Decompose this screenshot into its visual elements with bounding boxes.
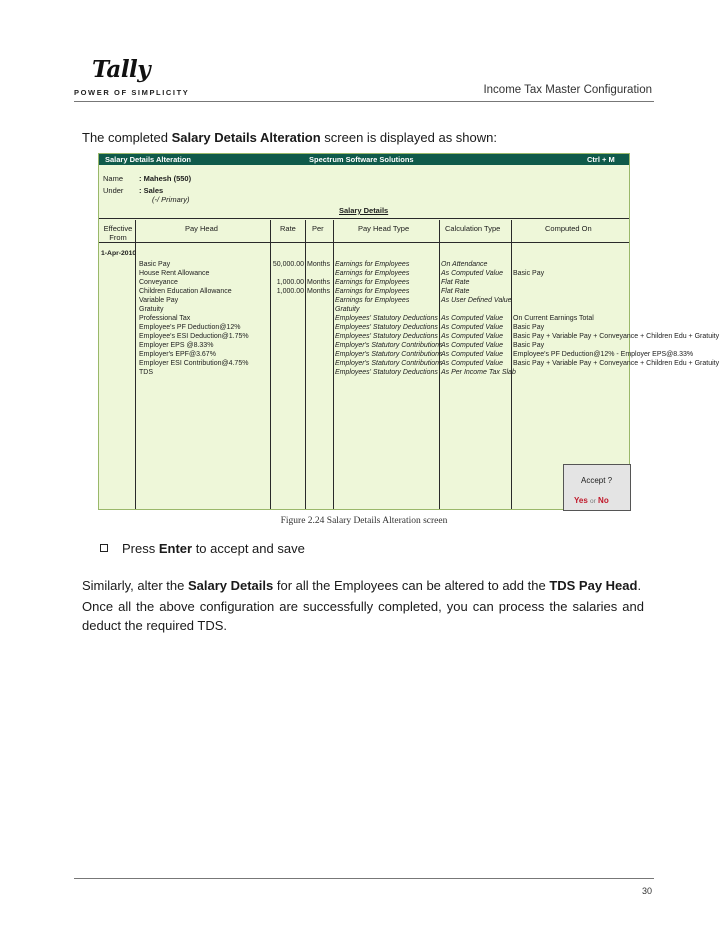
cell-per: Months [307, 288, 330, 295]
name-label: Name [103, 174, 124, 183]
col-header-calc: Calculation Type [445, 224, 501, 233]
cell-per: Months [307, 279, 330, 286]
cell-rate: 1,000.00 [276, 279, 304, 286]
effective-date: 1-Apr-2010 [101, 250, 137, 257]
cell-pay-head: Employee's ESI Deduction@1.75% [139, 333, 249, 340]
table-row [99, 269, 629, 278]
cell-calc: Flat Rate [441, 288, 470, 295]
col-header-rate: Rate [280, 224, 296, 233]
cell-calc: As Computed Value [441, 342, 503, 349]
screen-title: Salary Details Alteration [105, 155, 192, 164]
cell-type: Employer's Statutory Contributions [335, 360, 443, 367]
cell-calc: As Per Income Tax Slab [441, 369, 516, 376]
cell-pay-head: Basic Pay [139, 261, 171, 268]
table-row [99, 314, 629, 323]
cell-type: Gratuity [335, 306, 360, 313]
table-row [99, 296, 629, 305]
cell-rate: 1,000.00 [276, 288, 304, 295]
table-row [99, 278, 629, 287]
salary-details-heading: Salary Details [339, 206, 389, 215]
accept-dialog[interactable] [563, 464, 631, 511]
cell-type: Employees' Statutory Deductions [335, 369, 438, 376]
under-label: Under [103, 186, 124, 195]
cell-pay-head: Gratuity [139, 306, 164, 313]
cell-rate: 50,000.00 [272, 261, 304, 268]
cell-type: Earnings for Employees [335, 297, 410, 304]
cell-type: Employer's Statutory Contributions [335, 351, 443, 358]
cell-pay-head: Employer's EPF@3.67% [139, 351, 216, 358]
cell-computed: Basic Pay + Variable Pay + Conveyance + Children Edu + Gratuity [513, 360, 720, 367]
accept-yes-button[interactable]: Yes [574, 496, 588, 505]
cell-computed: Basic Pay [513, 342, 545, 349]
cell-type: Earnings for Employees [335, 270, 410, 277]
table-row [99, 305, 629, 314]
cell-computed: Employee's PF Deduction@12% - Employer EPS@8.33% [513, 351, 694, 358]
cell-type: Earnings for Employees [335, 288, 410, 295]
section-title: Income Tax Master Configuration [483, 84, 652, 96]
cell-computed: Basic Pay [513, 324, 545, 331]
cell-type: Employees' Statutory Deductions [335, 324, 438, 331]
cell-calc: As Computed Value [441, 315, 503, 322]
table-row [99, 341, 629, 350]
cell-type: Employer's Statutory Contributions [335, 342, 443, 349]
cell-calc: Flat Rate [441, 279, 470, 286]
accept-no-button[interactable]: No [598, 496, 609, 505]
cell-computed: On Current Earnings Total [513, 315, 594, 322]
cell-type: Earnings for Employees [335, 261, 410, 268]
col-header-type: Pay Head Type [358, 224, 410, 233]
logo-tagline: POWER OF SIMPLICITY [74, 88, 190, 97]
name-value: : Mahesh (550) [139, 174, 192, 183]
table-row [99, 260, 629, 269]
cell-pay-head: TDS [139, 369, 153, 376]
salary-details-screenshot [98, 153, 720, 510]
cell-per: Months [307, 261, 330, 268]
table-row [99, 332, 720, 341]
cell-type: Earnings for Employees [335, 279, 410, 286]
page-number: 30 [641, 886, 652, 896]
col-header-computed: Computed On [545, 224, 592, 233]
table-row [99, 350, 694, 359]
accept-prompt: Accept ? [581, 476, 613, 485]
cell-calc: On Attendance [441, 261, 488, 268]
bullet-text: Press Enter to accept and save [122, 541, 305, 556]
table-row [99, 359, 720, 368]
table-header-rule [99, 242, 629, 243]
cell-computed: Basic Pay [513, 270, 545, 277]
cell-pay-head: Employee's PF Deduction@12% [139, 324, 241, 331]
cell-pay-head: Children Education Allowance [139, 288, 232, 295]
header-rule [74, 101, 654, 102]
cell-pay-head: Conveyance [139, 279, 178, 286]
accept-or: or [590, 498, 596, 505]
cell-computed: Basic Pay + Variable Pay + Conveyance + Children Edu + Gratuity [513, 333, 720, 340]
shortcut-hint: Ctrl + M [587, 155, 615, 164]
cell-calc: As User Defined Value [441, 297, 512, 304]
col-header-effective: Effective From [103, 224, 133, 242]
cell-calc: As Computed Value [441, 360, 503, 367]
screen-title-bar [99, 154, 629, 165]
company-name: Spectrum Software Solutions [309, 155, 414, 164]
cell-calc: As Computed Value [441, 324, 503, 331]
cell-pay-head: Employer EPS @8.33% [139, 342, 214, 349]
col-header-payhead: Pay Head [185, 224, 218, 233]
cell-calc: As Computed Value [441, 351, 503, 358]
table-row [99, 287, 629, 296]
cell-pay-head: Professional Tax [139, 315, 191, 322]
paragraph-1: Similarly, alter the Salary Details for all the Employees can be altered to add the TDS Pay Head. [82, 578, 642, 593]
table-top-rule [99, 218, 629, 219]
tally-logo: Tally [92, 56, 151, 83]
cell-pay-head: Variable Pay [139, 297, 179, 304]
footer-rule [74, 878, 654, 879]
cell-type: Employees' Statutory Deductions [335, 333, 438, 340]
table-row [99, 368, 629, 377]
col-header-per: Per [312, 224, 324, 233]
cell-calc: As Computed Value [441, 270, 503, 277]
figure-caption: Figure 2.24 Salary Details Alteration screen [280, 516, 448, 526]
paragraph-2: Once all the above configuration are successfully completed, you can process the salaries and deduct the required TDS. [82, 599, 644, 633]
cell-calc: As Computed Value [441, 333, 503, 340]
under-parent: (-/ Primary) [152, 195, 190, 204]
intro-text: The completed Salary Details Alteration screen is displayed as shown: [82, 130, 497, 145]
table-row [99, 323, 629, 332]
cell-pay-head: Employer ESI Contribution@4.75% [139, 360, 249, 367]
cell-pay-head: House Rent Allowance [139, 270, 210, 277]
under-value: : Sales [139, 186, 164, 195]
cell-type: Employees' Statutory Deductions [335, 315, 438, 322]
bullet-icon [100, 544, 108, 552]
